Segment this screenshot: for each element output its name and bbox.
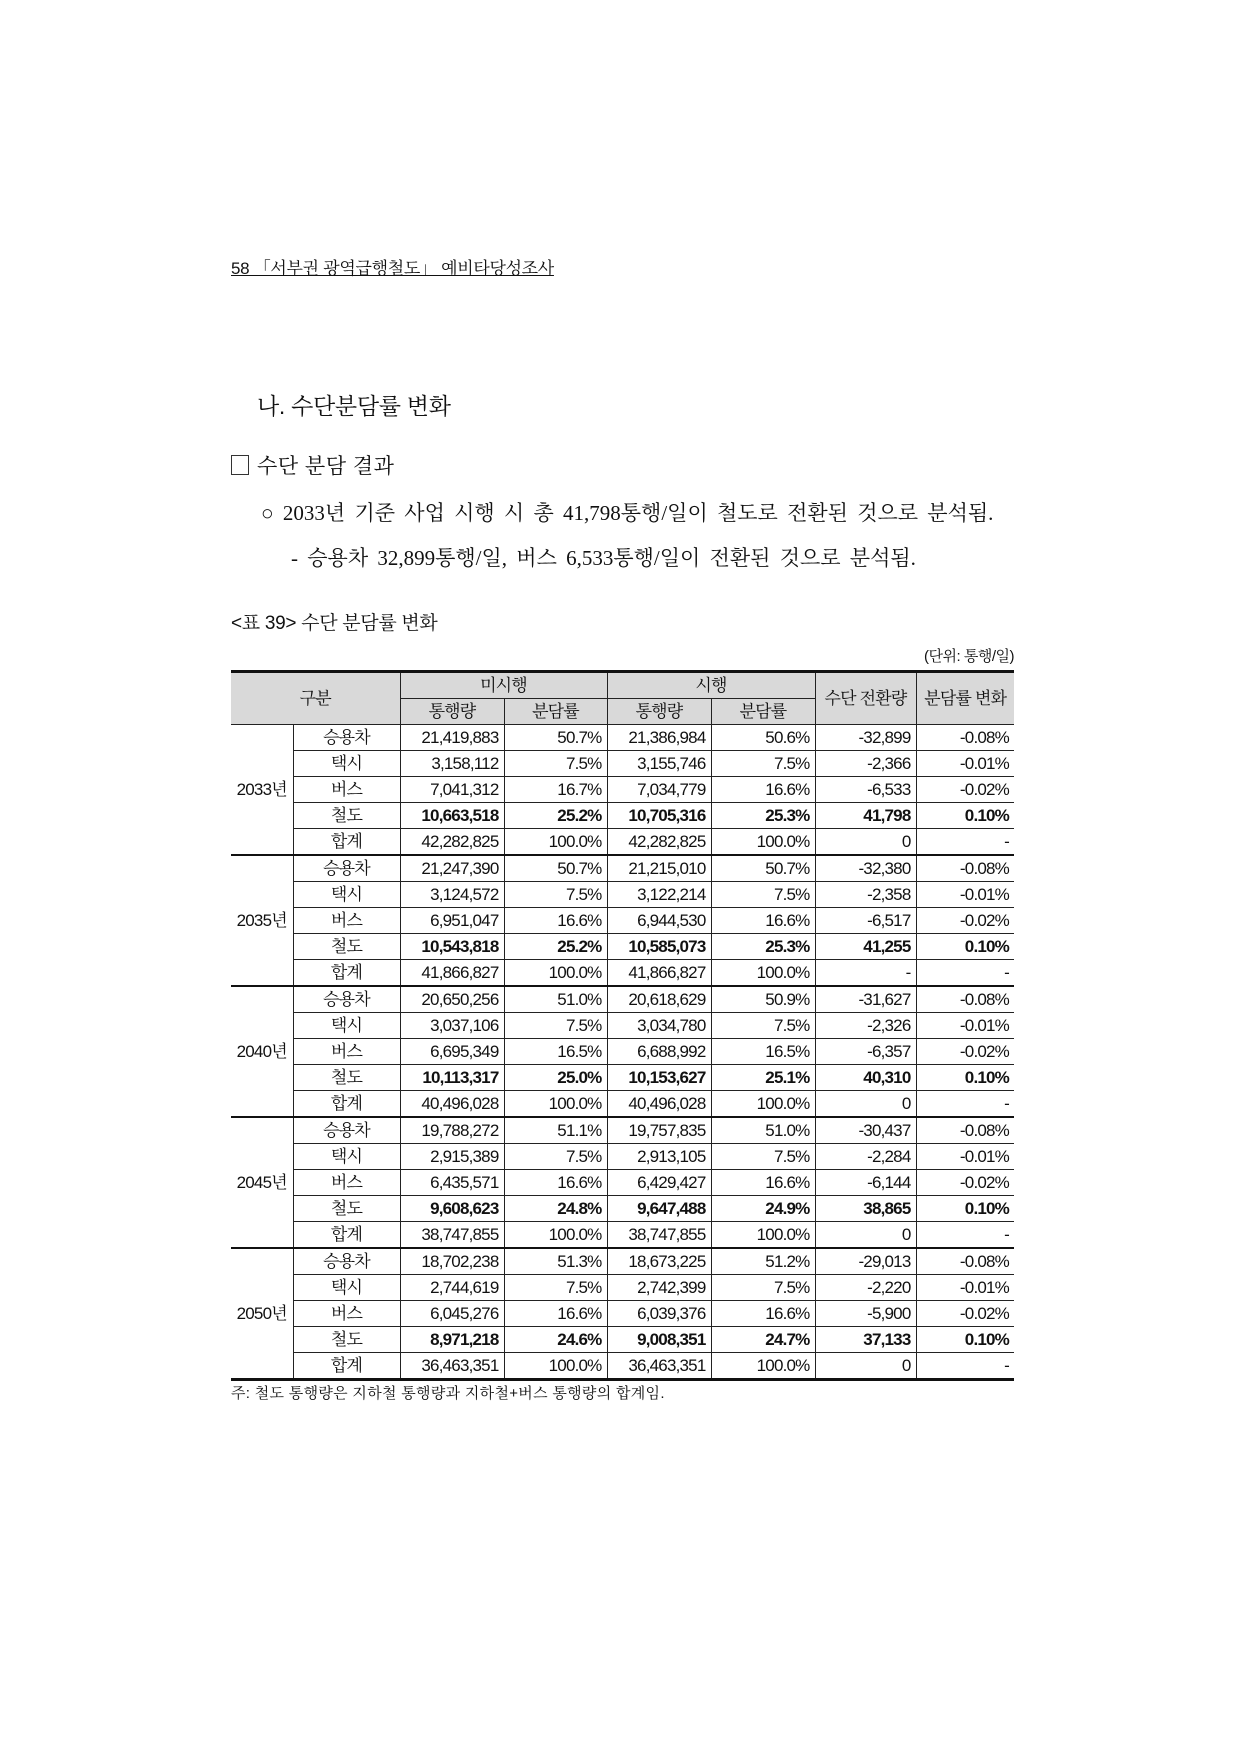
with-volume-cell: 9,647,488 (607, 1196, 711, 1222)
mode-cell: 합계 (293, 1222, 400, 1249)
mode-shift-cell: 0 (815, 1222, 916, 1249)
year-cell: 2050년 (231, 1248, 293, 1380)
with-volume-cell: 41,866,827 (607, 960, 711, 987)
without-volume-cell: 40,496,028 (400, 1091, 504, 1118)
share-change-cell: -0.01% (916, 1144, 1014, 1170)
mode-shift-cell: -32,899 (815, 725, 916, 751)
mode-shift-cell: -2,358 (815, 882, 916, 908)
with-share-cell: 7.5% (711, 1013, 815, 1039)
with-share-cell: 16.5% (711, 1039, 815, 1065)
without-volume-cell: 6,695,349 (400, 1039, 504, 1065)
table-row (231, 1039, 1014, 1065)
table-row (231, 751, 1014, 777)
without-share-cell: 24.6% (504, 1327, 607, 1353)
without-volume-cell: 41,866,827 (400, 960, 504, 987)
share-change-cell: - (916, 960, 1014, 987)
box-item (231, 450, 394, 480)
without-share-cell: 50.7% (504, 855, 607, 882)
mode-shift-cell: 37,133 (815, 1327, 916, 1353)
header-share: 분담률 (504, 699, 607, 725)
with-share-cell: 51.2% (711, 1248, 815, 1275)
with-volume-cell: 3,155,746 (607, 751, 711, 777)
share-change-cell: -0.08% (916, 855, 1014, 882)
with-share-cell: 7.5% (711, 882, 815, 908)
table-row (231, 1117, 1014, 1144)
without-volume-cell: 3,037,106 (400, 1013, 504, 1039)
mode-cell: 택시 (293, 882, 400, 908)
header-volume: 통행량 (400, 699, 504, 725)
without-volume-cell: 3,124,572 (400, 882, 504, 908)
with-share-cell: 16.6% (711, 1170, 815, 1196)
share-change-cell: -0.02% (916, 1170, 1014, 1196)
header-share-change: 분담률 변화 (916, 672, 1014, 725)
share-change-cell: -0.08% (916, 1248, 1014, 1275)
mode-share-table (231, 670, 1014, 1381)
mode-cell: 철도 (293, 803, 400, 829)
mode-shift-cell: -31,627 (815, 986, 916, 1013)
with-volume-cell: 3,034,780 (607, 1013, 711, 1039)
mode-shift-cell: -5,900 (815, 1301, 916, 1327)
without-share-cell: 50.7% (504, 725, 607, 751)
mode-cell: 버스 (293, 1039, 400, 1065)
without-volume-cell: 18,702,238 (400, 1248, 504, 1275)
mode-cell: 택시 (293, 1275, 400, 1301)
table-row (231, 986, 1014, 1013)
without-volume-cell: 38,747,855 (400, 1222, 504, 1249)
table-row (231, 777, 1014, 803)
table-row (231, 908, 1014, 934)
with-share-cell: 50.7% (711, 855, 815, 882)
table-row (231, 1196, 1014, 1222)
without-share-cell: 100.0% (504, 1222, 607, 1249)
mode-shift-cell: -6,357 (815, 1039, 916, 1065)
table-row (231, 1065, 1014, 1091)
with-volume-cell: 18,673,225 (607, 1248, 711, 1275)
table-caption: <표 39> 수단 분담률 변화 (231, 613, 438, 634)
without-share-cell: 25.2% (504, 803, 607, 829)
with-volume-cell: 3,122,214 (607, 882, 711, 908)
mode-cell: 합계 (293, 829, 400, 856)
mode-cell: 택시 (293, 1144, 400, 1170)
without-volume-cell: 2,744,619 (400, 1275, 504, 1301)
without-volume-cell: 19,788,272 (400, 1117, 504, 1144)
share-change-cell: - (916, 829, 1014, 856)
mode-cell: 철도 (293, 1196, 400, 1222)
with-volume-cell: 6,039,376 (607, 1301, 711, 1327)
table-row (231, 1013, 1014, 1039)
table-row (231, 1144, 1014, 1170)
with-volume-cell: 38,747,855 (607, 1222, 711, 1249)
table-row (231, 1091, 1014, 1118)
without-share-cell: 16.5% (504, 1039, 607, 1065)
with-share-cell: 100.0% (711, 1091, 815, 1118)
table-row (231, 1301, 1014, 1327)
mode-shift-cell: 40,310 (815, 1065, 916, 1091)
checkbox-square-icon (231, 455, 249, 475)
without-share-cell: 51.0% (504, 986, 607, 1013)
unit-note: (단위: 통행/일) (924, 648, 1014, 665)
without-volume-cell: 10,113,317 (400, 1065, 504, 1091)
share-change-cell: -0.02% (916, 777, 1014, 803)
without-share-cell: 25.0% (504, 1065, 607, 1091)
mode-shift-cell: -2,220 (815, 1275, 916, 1301)
with-share-cell: 7.5% (711, 1275, 815, 1301)
with-volume-cell: 19,757,835 (607, 1117, 711, 1144)
box-item-text: 수단 분담 결과 (257, 455, 395, 478)
header-with: 시행 (607, 672, 815, 699)
mode-shift-cell: -30,437 (815, 1117, 916, 1144)
mode-shift-cell: - (815, 960, 916, 987)
with-share-cell: 100.0% (711, 960, 815, 987)
table-row (231, 882, 1014, 908)
mode-shift-cell: 38,865 (815, 1196, 916, 1222)
share-change-cell: 0.10% (916, 1327, 1014, 1353)
with-volume-cell: 6,944,530 (607, 908, 711, 934)
mode-cell: 철도 (293, 1065, 400, 1091)
share-change-cell: - (916, 1222, 1014, 1249)
share-change-cell: -0.08% (916, 1117, 1014, 1144)
without-volume-cell: 10,663,518 (400, 803, 504, 829)
mode-shift-cell: 41,798 (815, 803, 916, 829)
header-share: 분담률 (711, 699, 815, 725)
with-volume-cell: 10,153,627 (607, 1065, 711, 1091)
with-volume-cell: 40,496,028 (607, 1091, 711, 1118)
header-without: 미시행 (400, 672, 607, 699)
bullet-paragraph: ○ 2033년 기준 사업 시행 시 총 41,798통행/일이 철도로 전환된 것으로 분석됨. (261, 501, 994, 525)
share-change-cell: -0.01% (916, 1013, 1014, 1039)
with-share-cell: 25.3% (711, 803, 815, 829)
with-volume-cell: 6,429,427 (607, 1170, 711, 1196)
mode-shift-cell: -29,013 (815, 1248, 916, 1275)
with-share-cell: 50.9% (711, 986, 815, 1013)
without-volume-cell: 42,282,825 (400, 829, 504, 856)
share-change-cell: -0.08% (916, 986, 1014, 1013)
share-change-cell: -0.02% (916, 1039, 1014, 1065)
mode-shift-cell: 0 (815, 1091, 916, 1118)
mode-cell: 버스 (293, 908, 400, 934)
with-volume-cell: 2,742,399 (607, 1275, 711, 1301)
share-change-cell: -0.02% (916, 908, 1014, 934)
table-row (231, 855, 1014, 882)
with-volume-cell: 20,618,629 (607, 986, 711, 1013)
with-share-cell: 51.0% (711, 1117, 815, 1144)
with-share-cell: 16.6% (711, 777, 815, 803)
without-share-cell: 100.0% (504, 1091, 607, 1118)
with-share-cell: 100.0% (711, 1353, 815, 1380)
with-volume-cell: 2,913,105 (607, 1144, 711, 1170)
without-share-cell: 100.0% (504, 960, 607, 987)
running-header: 58 「서부권 광역급행철도」 예비타당성조사 (231, 259, 554, 278)
with-share-cell: 25.1% (711, 1065, 815, 1091)
table-row (231, 829, 1014, 856)
with-volume-cell: 10,705,316 (607, 803, 711, 829)
without-share-cell: 100.0% (504, 1353, 607, 1380)
mode-shift-cell: -2,284 (815, 1144, 916, 1170)
mode-cell: 철도 (293, 1327, 400, 1353)
mode-cell: 합계 (293, 960, 400, 987)
with-volume-cell: 42,282,825 (607, 829, 711, 856)
mode-cell: 합계 (293, 1091, 400, 1118)
mode-cell: 버스 (293, 1170, 400, 1196)
sub-bullet-paragraph: - 승용차 32,899통행/일, 버스 6,533통행/일이 전환된 것으로 분석됨. (291, 546, 916, 570)
mode-shift-cell: -32,380 (815, 855, 916, 882)
year-cell: 2040년 (231, 986, 293, 1117)
table-row (231, 1170, 1014, 1196)
share-change-cell: - (916, 1091, 1014, 1118)
share-change-cell: 0.10% (916, 803, 1014, 829)
with-share-cell: 100.0% (711, 1222, 815, 1249)
mode-cell: 승용차 (293, 855, 400, 882)
without-share-cell: 100.0% (504, 829, 607, 856)
with-share-cell: 24.9% (711, 1196, 815, 1222)
share-change-cell: -0.08% (916, 725, 1014, 751)
without-share-cell: 7.5% (504, 751, 607, 777)
with-volume-cell: 21,215,010 (607, 855, 711, 882)
without-volume-cell: 21,419,883 (400, 725, 504, 751)
with-share-cell: 50.6% (711, 725, 815, 751)
without-share-cell: 25.2% (504, 934, 607, 960)
with-volume-cell: 6,688,992 (607, 1039, 711, 1065)
without-volume-cell: 6,045,276 (400, 1301, 504, 1327)
with-volume-cell: 9,008,351 (607, 1327, 711, 1353)
mode-cell: 승용차 (293, 986, 400, 1013)
without-volume-cell: 6,435,571 (400, 1170, 504, 1196)
share-change-cell: -0.01% (916, 1275, 1014, 1301)
without-share-cell: 7.5% (504, 882, 607, 908)
without-share-cell: 51.1% (504, 1117, 607, 1144)
mode-cell: 택시 (293, 1013, 400, 1039)
with-share-cell: 16.6% (711, 1301, 815, 1327)
without-volume-cell: 8,971,218 (400, 1327, 504, 1353)
with-share-cell: 25.3% (711, 934, 815, 960)
with-share-cell: 16.6% (711, 908, 815, 934)
without-volume-cell: 7,041,312 (400, 777, 504, 803)
table-row (231, 803, 1014, 829)
without-volume-cell: 36,463,351 (400, 1353, 504, 1380)
share-change-cell: 0.10% (916, 1065, 1014, 1091)
without-volume-cell: 21,247,390 (400, 855, 504, 882)
table-row (231, 1222, 1014, 1249)
without-share-cell: 16.6% (504, 1301, 607, 1327)
table-row (231, 1275, 1014, 1301)
without-share-cell: 7.5% (504, 1144, 607, 1170)
mode-cell: 승용차 (293, 1248, 400, 1275)
mode-cell: 버스 (293, 777, 400, 803)
header-category: 구분 (231, 672, 400, 725)
without-share-cell: 51.3% (504, 1248, 607, 1275)
without-volume-cell: 20,650,256 (400, 986, 504, 1013)
year-cell: 2045년 (231, 1117, 293, 1248)
mode-cell: 철도 (293, 934, 400, 960)
with-volume-cell: 7,034,779 (607, 777, 711, 803)
without-share-cell: 16.7% (504, 777, 607, 803)
share-change-cell: -0.01% (916, 751, 1014, 777)
mode-cell: 합계 (293, 1353, 400, 1380)
share-change-cell: -0.01% (916, 882, 1014, 908)
mode-shift-cell: -6,533 (815, 777, 916, 803)
year-cell: 2033년 (231, 725, 293, 856)
without-share-cell: 16.6% (504, 908, 607, 934)
share-change-cell: - (916, 1353, 1014, 1380)
table-footnote: 주: 철도 통행량은 지하철 통행량과 지하철+버스 통행량의 합계임. (231, 1385, 665, 1402)
header-shift: 수단 전환량 (815, 672, 916, 725)
mode-cell: 승용차 (293, 1117, 400, 1144)
without-volume-cell: 2,915,389 (400, 1144, 504, 1170)
header-volume: 통행량 (607, 699, 711, 725)
mode-cell: 승용차 (293, 725, 400, 751)
without-share-cell: 16.6% (504, 1170, 607, 1196)
with-volume-cell: 21,386,984 (607, 725, 711, 751)
mode-shift-cell: -2,366 (815, 751, 916, 777)
mode-cell: 버스 (293, 1301, 400, 1327)
mode-shift-cell: -6,517 (815, 908, 916, 934)
mode-shift-cell: 0 (815, 1353, 916, 1380)
without-share-cell: 7.5% (504, 1275, 607, 1301)
with-volume-cell: 36,463,351 (607, 1353, 711, 1380)
with-share-cell: 7.5% (711, 1144, 815, 1170)
table-row (231, 725, 1014, 751)
share-change-cell: 0.10% (916, 934, 1014, 960)
without-volume-cell: 3,158,112 (400, 751, 504, 777)
mode-shift-cell: -2,326 (815, 1013, 916, 1039)
table-body (231, 725, 1014, 1380)
mode-shift-cell: 0 (815, 829, 916, 856)
mode-shift-cell: 41,255 (815, 934, 916, 960)
with-share-cell: 100.0% (711, 829, 815, 856)
without-share-cell: 7.5% (504, 1013, 607, 1039)
section-heading: 나. 수단분담률 변화 (257, 393, 451, 419)
table-row (231, 960, 1014, 987)
without-share-cell: 24.8% (504, 1196, 607, 1222)
year-cell: 2035년 (231, 855, 293, 986)
with-share-cell: 24.7% (711, 1327, 815, 1353)
mode-cell: 택시 (293, 751, 400, 777)
share-change-cell: 0.10% (916, 1196, 1014, 1222)
table-row (231, 1327, 1014, 1353)
without-volume-cell: 10,543,818 (400, 934, 504, 960)
without-volume-cell: 9,608,623 (400, 1196, 504, 1222)
table-row (231, 934, 1014, 960)
mode-shift-cell: -6,144 (815, 1170, 916, 1196)
share-change-cell: -0.02% (916, 1301, 1014, 1327)
without-volume-cell: 6,951,047 (400, 908, 504, 934)
table-row (231, 1353, 1014, 1380)
table-row (231, 1248, 1014, 1275)
with-share-cell: 7.5% (711, 751, 815, 777)
with-volume-cell: 10,585,073 (607, 934, 711, 960)
